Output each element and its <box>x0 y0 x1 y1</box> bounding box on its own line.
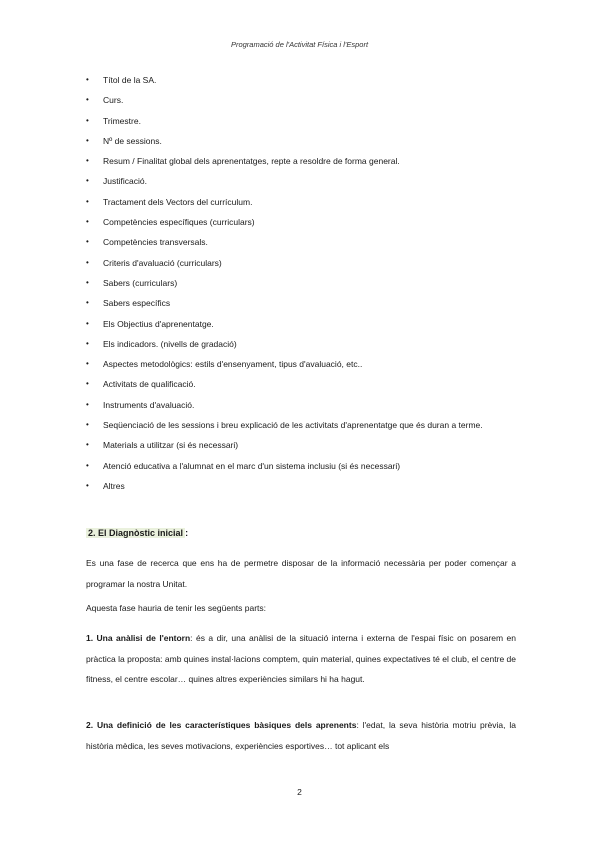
list-item: • Criteris d'avaluació (curriculars) <box>86 253 516 273</box>
part2-paragraph <box>86 715 516 756</box>
section-heading-highlight <box>86 528 185 538</box>
list-item: • Materials a utilitzar (si és necessari) <box>86 435 516 455</box>
part1-paragraph <box>86 628 516 690</box>
list-item: • Competències específiques (curriculars) <box>86 212 516 232</box>
section-title: El Diagnòstic inicial <box>98 528 184 538</box>
bullet-list <box>86 70 516 496</box>
list-item: • Seqüenciació de les sessions i breu explicació de les activitats d'aprenentatge que és duran a terme. <box>86 415 516 435</box>
list-item: • Els indicadors. (nivells de gradació) <box>86 334 516 354</box>
list-item: • Nº de sessions. <box>86 131 516 151</box>
part2-text: : l'edat, la seva història motriu prèvia, la història mèdica, les seves motivacions, experiències esportives… tot aplicant els <box>86 720 516 751</box>
list-item: • Instruments d'avaluació. <box>86 395 516 415</box>
section-number: 2. <box>88 528 96 538</box>
part1-text: : és a dir, una anàlisi de la situació interna i externa de l'espai físic on posarem en pràctica la proposta: amb quines instal·lacions comptem, quin material, quines expectatives té el club, el centre de fitness, el centre escolar… quines altres experiències similars hi ha hagut. <box>86 633 517 684</box>
list-item: • Altres <box>86 476 516 496</box>
list-item: • Curs. <box>86 90 516 110</box>
list-item: • Sabers (curriculars) <box>86 273 516 293</box>
intro-paragraph: Es una fase de recerca que ens ha de permetre disposar de la informació necessària per poder començar a programar la nostra Unitat. <box>86 558 516 589</box>
list-item: • Sabers específics <box>86 293 516 313</box>
list-item: • Activitats de qualificació. <box>86 374 516 394</box>
list-item: • Els Objectius d'aprenentatge. <box>86 314 516 334</box>
part2-label: 2. Una definició de les característiques bàsiques dels aprenents <box>86 720 357 730</box>
section-suffix: : <box>185 528 189 538</box>
parts-intro-paragraph: Aquesta fase hauria de tenir les següents parts: <box>86 603 267 613</box>
section-heading <box>86 525 188 541</box>
running-header: Programació de l'Activitat Física i l'Esport <box>230 40 369 49</box>
list-item: • Tractament dels Vectors del currículum. <box>86 192 516 212</box>
list-item: • Justificació. <box>86 171 516 191</box>
list-item: • Aspectes metodològics: estils d'ensenyament, tipus d'avaluació, etc.. <box>86 354 516 374</box>
list-item: • Trimestre. <box>86 111 516 131</box>
list-item: • Competències transversals. <box>86 232 516 252</box>
list-item: • Títol de la SA. <box>86 70 516 90</box>
list-item: • Atenció educativa a l'alumnat en el marc d'un sistema inclusiu (si és necessari) <box>86 456 516 476</box>
list-item: • Resum / Finalitat global dels aprenentatges, repte a resoldre de forma general. <box>86 151 516 171</box>
page-number: 2 <box>297 787 302 797</box>
part1-label: 1. Una anàlisi de l'entorn <box>86 633 191 643</box>
